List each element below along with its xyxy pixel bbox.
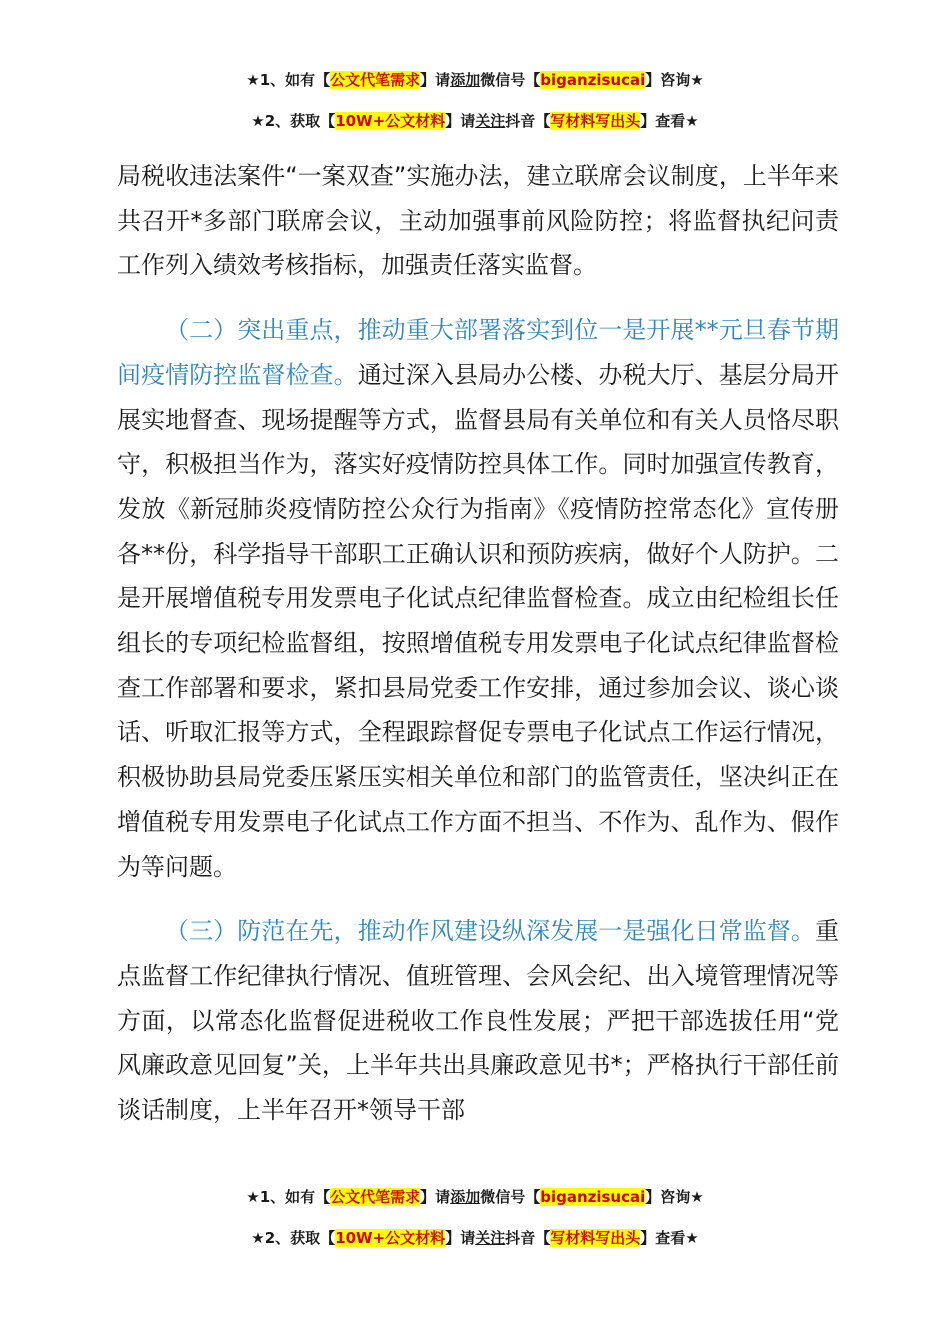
- paragraph-1: 局税收违法案件“一案双查”实施办法，建立联席会议制度，上半年来共召开*多部门联席会议，主动加强事前风险防控；将监督执纪问责工作列入绩效考核指标，加强责任落实监督。: [117, 162, 839, 280]
- document-body: [117, 154, 839, 1133]
- highlight-wechat-id: biganzisucai: [540, 1188, 646, 1206]
- highlight-materials: 10W+公文材料: [335, 1229, 446, 1247]
- paragraph-2: （二）突出重点，推动重大部署落实到位一是开展**元旦春节期间疫情防控监督检查。通过深入县局办公楼、办税大厅、基层分局开展实地督查、现场提醒等方式，监督县局有关单位和有关人员恪尽职守，积极担当作为，落实好疫情防控具体工作。同时加强宣传教育，发放《新冠肺炎疫情防控公众行为指南》《疫情防控常态化》宣传册各**份，科学指导干部职工正确认识和预防疾病，做好个人防护。二是开展增值税专用发票电子化试点纪律监督检查。成立由纪检组长任组长的专项纪检监督组，按照增值税专用发票电子化试点纪律监督检查工作部署和要求，紧扣县局党委工作安排，通过参加会议、谈心谈话、听取汇报等方式，全程跟踪督促专票电子化试点工作运行情况，积极协助县局党委压紧压实相关单位和部门的监管责任，坚决纠正在增值税专用发票电子化试点工作方面不担当、不作为、乱作为、假作为等问题。: [117, 316, 840, 881]
- section-heading-3: （三）防范在先，推动作风建设纵深发展一是强化日常监督。: [165, 917, 815, 946]
- paragraph-3: （三）防范在先，推动作风建设纵深发展一是强化日常监督。重点监督工作纪律执行情况、值班管理、会风会纪、出入境管理情况等方面，以常态化监督促进税收工作良性发展；严把干部选拔任用“党风廉政意见回复”关，上半年共出具廉政意见书*；严格执行干部任前谈话制度，上半年召开*领导干部: [117, 917, 839, 1125]
- section-heading-2: （二）突出重点，推动重大部署落实到位一是开展**元旦春节期间疫情防控监督检查。: [117, 316, 839, 389]
- top-banner-line-2: ★2、获取【10W+公文材料】请关注抖音【写材料写出头】查看★: [251, 112, 699, 130]
- highlight-douyin: 写材料写出头: [550, 1229, 641, 1247]
- highlight-materials: 10W+公文材料: [335, 112, 446, 130]
- highlight-douyin: 写材料写出头: [550, 112, 641, 130]
- top-banner-line-1: ★1、如有【公文代笔需求】请添加微信号【biganzisucai】咨询★: [246, 71, 704, 89]
- bottom-banner-line-1: ★1、如有【公文代笔需求】请添加微信号【biganzisucai】咨询★: [246, 1188, 704, 1206]
- bottom-banner-line-2: ★2、获取【10W+公文材料】请关注抖音【写材料写出头】查看★: [251, 1229, 699, 1247]
- highlight-wechat-id: biganzisucai: [540, 71, 646, 89]
- highlight-service: 公文代笔需求: [330, 71, 421, 89]
- highlight-service: 公文代笔需求: [330, 1188, 421, 1206]
